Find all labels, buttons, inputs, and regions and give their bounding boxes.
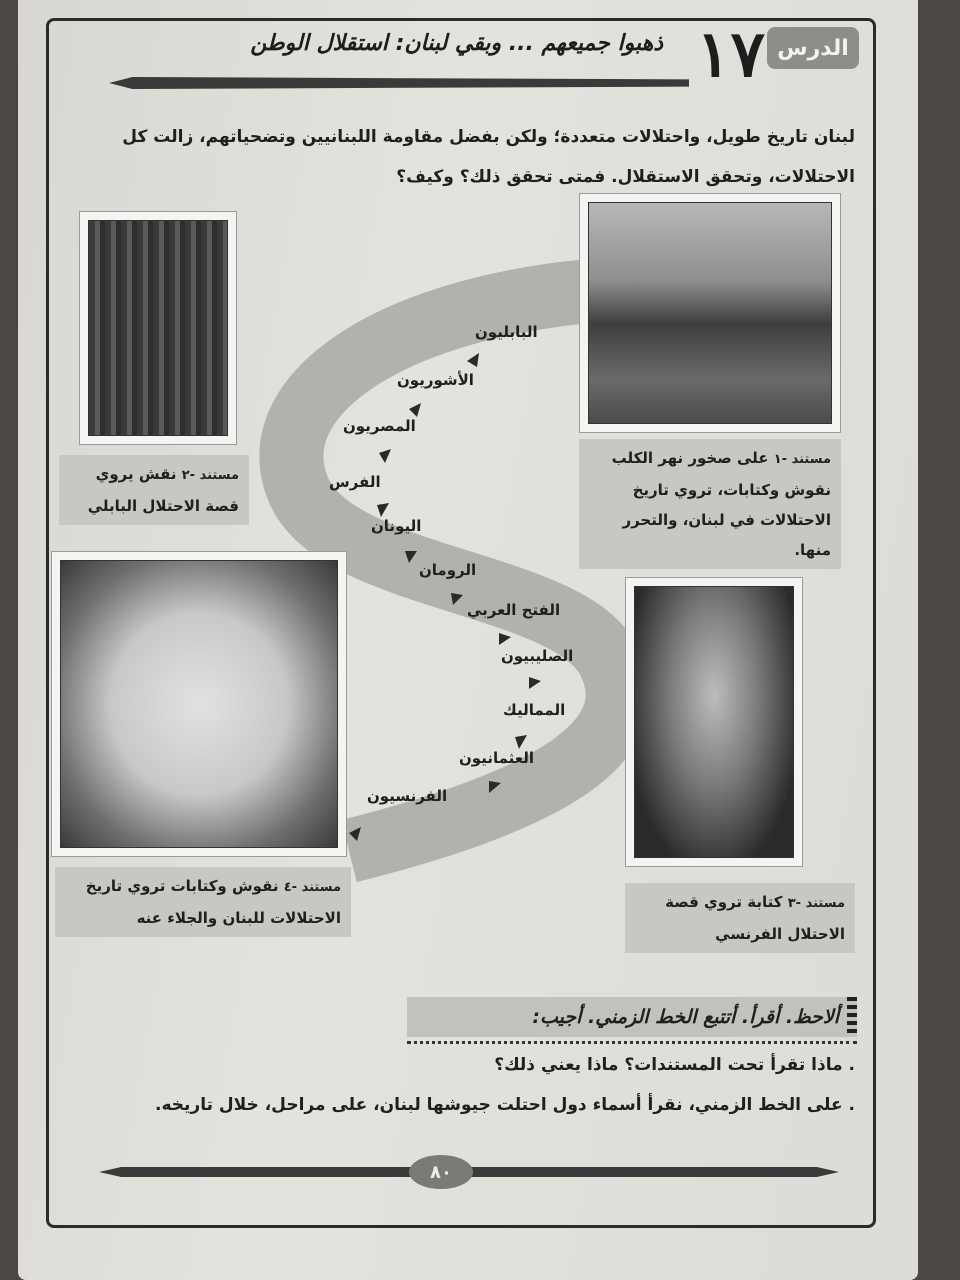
intro-paragraph: لبنان تاريخ طويل، واحتلالات متعددة؛ ولكن بفضل مقاومة اللبنانيين وتضحياتهم، زالت كل الاحتلالات، وتحقق الاستقلال. فمتى تحقق ذلك؟ وكيف؟ <box>122 127 855 187</box>
page-title: ذهبوا جميعهم ... وبقي لبنان: استقلال الوطن <box>250 31 663 56</box>
caption-text: على صخور نهر الكلب نقوش وكتابات، تروي تاريخ الاحتلالات في لبنان، والتحرر منها. <box>611 449 831 559</box>
textbook-page <box>18 0 918 1280</box>
timeline-label: المصريون <box>343 417 416 435</box>
timeline-label: الفرس <box>329 473 381 491</box>
photo-document-4 <box>51 551 347 857</box>
document-tag: مستند -٢ <box>181 468 239 483</box>
nahr-al-kalb-photo <box>588 202 832 424</box>
caption-text: نقش يروي قصة الاحتلال البابلي <box>87 465 239 515</box>
activity-heading <box>407 997 857 1037</box>
timeline-arrow <box>529 677 541 689</box>
dotted-divider <box>407 1041 857 1044</box>
timeline-label: الرومان <box>419 561 477 579</box>
independence-plaque-photo <box>60 560 338 848</box>
babylonian-relief-photo <box>88 220 228 436</box>
caption-document-1 <box>579 439 841 569</box>
timeline-arrow <box>467 353 479 367</box>
timeline-label: المماليك <box>503 701 566 719</box>
document-tag: مستند -١ <box>773 452 831 467</box>
question-1: . ماذا تقرأ تحت المستندات؟ ماذا يعني ذلك؟ <box>494 1055 855 1075</box>
document-tag: مستند -٤ <box>283 880 341 895</box>
page-frame <box>46 18 876 1228</box>
photo-document-1 <box>579 193 841 433</box>
timeline-label: الأشوريون <box>397 371 474 389</box>
timeline-arrow <box>379 449 391 463</box>
timeline-arrow <box>515 735 527 749</box>
french-inscription-photo <box>634 586 794 858</box>
caption-document-4 <box>55 867 351 937</box>
timeline-arrow <box>377 503 389 517</box>
photo-document-3 <box>625 577 803 867</box>
timeline-label: اليونان <box>371 517 422 535</box>
document-tag: مستند -٣ <box>787 896 845 911</box>
caption-text: كتابة تروي قصة الاحتلال الفرنسي <box>665 893 845 943</box>
timeline-label: الصليبيون <box>501 647 574 665</box>
timeline-label: العثمانيون <box>459 749 535 767</box>
photo-document-2 <box>79 211 237 445</box>
caption-document-2 <box>59 455 249 525</box>
timeline-label: الفرنسيون <box>367 787 448 805</box>
timeline-arrow <box>409 403 421 417</box>
question-2: . على الخط الزمني، نقرأ أسماء دول احتلت جيوشها لبنان، على مراحل، خلال تاريخه. <box>155 1095 855 1115</box>
caption-document-3 <box>625 883 855 953</box>
activity-heading-text: ألاحظ. أقرأ. أتتبع الخط الزمني. أجيب: <box>532 1006 839 1028</box>
timeline-arrow <box>499 633 511 645</box>
lesson-number: ١٧ <box>696 17 765 92</box>
lesson-tab: الدرس <box>767 27 859 69</box>
timeline-label: البابليون <box>475 323 538 341</box>
caption-text: نقوش وكتابات تروي تاريخ الاحتلالات للبنان والجلاء عنه <box>85 877 341 927</box>
timeline-label: الفتح العربي <box>467 601 561 619</box>
page-number: ٨٠ <box>409 1155 473 1189</box>
